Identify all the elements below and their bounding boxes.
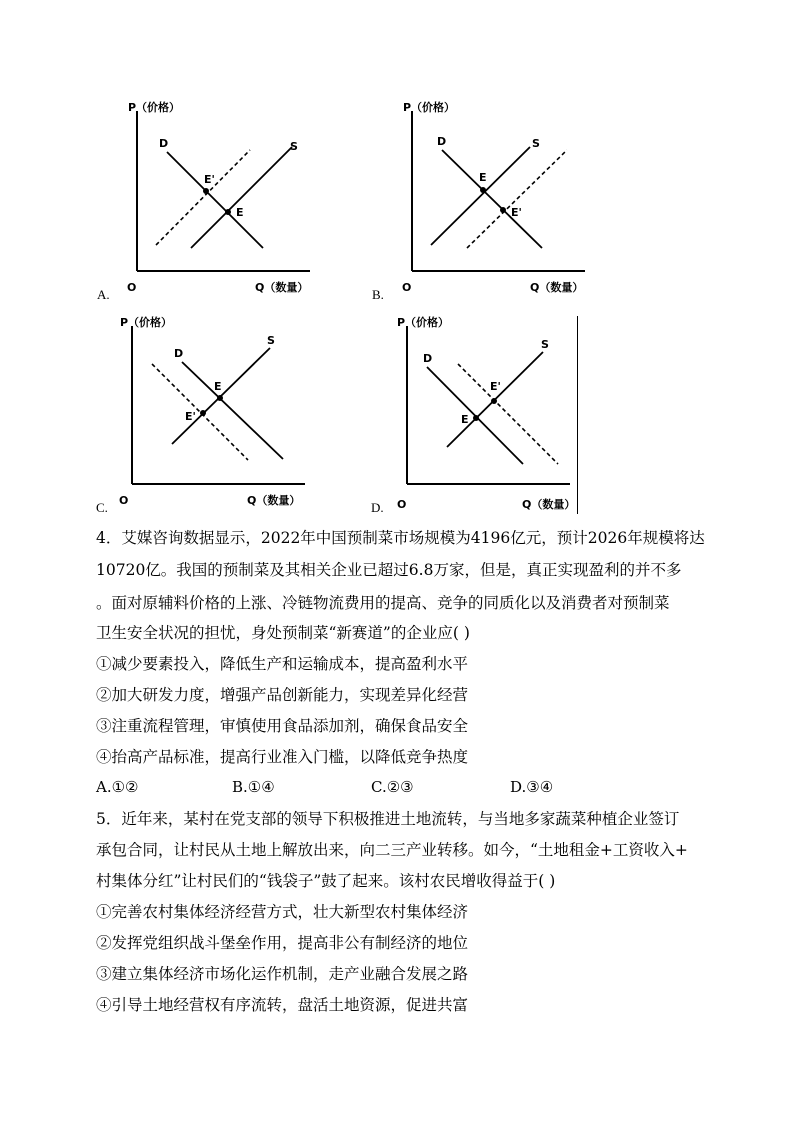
equilibrium-point [217, 395, 223, 401]
equilibrium-label: E [236, 206, 244, 219]
supply-label: S [290, 140, 298, 153]
supply-curve [431, 147, 530, 245]
equilibrium-point [473, 415, 479, 421]
quantity-axis-label: Q（数量） [247, 494, 301, 507]
q4-choice-b[interactable]: B.①④ [232, 778, 275, 796]
q5-statement-4: ④引导土地经营权有序流转，盘活土地资源，促进共富 [96, 996, 469, 1014]
q5-statement-2: ②发挥党组织战斗堡垒作用，提高非公有制经济的地位 [96, 934, 469, 952]
new-equilibrium-point [491, 398, 497, 404]
option-a-label: A. [97, 287, 110, 302]
new-equilibrium-point [200, 410, 206, 416]
equilibrium-point [480, 187, 486, 193]
graph-d [370, 312, 610, 517]
quantity-axis-label: Q（数量） [522, 498, 576, 511]
origin-label: O [397, 498, 407, 511]
origin-label: O [402, 281, 412, 294]
q4-stem-line-4: 卫生安全状况的担忧，身处预制菜“新赛道”的企业应( ) [96, 624, 470, 642]
new-equilibrium-point [203, 188, 209, 194]
equilibrium-label: E [479, 171, 487, 184]
shifted-supply-curve [156, 150, 250, 245]
price-axis-label: P（价格） [120, 316, 173, 329]
page-divider [577, 316, 578, 514]
origin-label: O [119, 494, 129, 507]
demand-curve [167, 152, 263, 248]
q4-choice-a[interactable]: A.①② [96, 778, 139, 796]
origin-label: O [127, 281, 137, 294]
q4-stem-line-2: 10720亿。我国的预制菜及其相关企业已超过6.8万家，但是，真正实现盈利的并不多 [96, 561, 682, 579]
equilibrium-label: E [214, 380, 222, 393]
price-axis-label: P（价格） [128, 101, 181, 114]
demand-label: D [159, 137, 169, 150]
q4-choice-c[interactable]: C.②③ [371, 778, 414, 796]
demand-label: D [174, 347, 184, 360]
q5-stem-line-1: 5．近年来，某村在党支部的领导下积极推进土地流转，与当地多家蔬菜种植企业签订 [96, 810, 680, 828]
graph-a [100, 95, 340, 300]
q4-statement-2: ②加大研发力度，增强产品创新能力，实现差异化经营 [96, 686, 469, 704]
q4-choice-d[interactable]: D.③④ [510, 778, 554, 796]
new-equilibrium-label: E' [511, 206, 522, 219]
shifted-supply-curve [467, 150, 567, 248]
demand-curve [442, 150, 542, 248]
equilibrium-point [225, 209, 231, 215]
graph-c [95, 312, 335, 517]
q4-stem-line-1: 4．艾媒咨询数据显示，2022年中国预制菜市场规模为4196亿元，预计2026年规模将达 [96, 529, 705, 547]
option-c-label: C. [96, 500, 108, 515]
q5-statement-1: ①完善农村集体经济经营方式，壮大新型农村集体经济 [96, 903, 469, 921]
q4-statement-3: ③注重流程管理，审慎使用食品添加剂，确保食品安全 [96, 717, 469, 735]
q4-statement-1: ①减少要素投入，降低生产和运输成本，提高盈利水平 [96, 655, 469, 673]
new-equilibrium-point [500, 207, 506, 213]
option-b-label: B. [372, 287, 384, 302]
demand-label: D [423, 352, 433, 365]
supply-label: S [541, 338, 549, 351]
q4-statement-4: ④抬高产品标准，提高行业准入门槛，以降低竞争热度 [96, 748, 469, 766]
q5-statement-3: ③建立集体经济市场化运作机制，走产业融合发展之路 [96, 965, 469, 983]
new-equilibrium-label: E' [204, 173, 215, 186]
quantity-axis-label: Q（数量） [255, 281, 309, 294]
price-axis-label: P（价格） [403, 101, 456, 114]
new-equilibrium-label: E' [185, 410, 196, 423]
q4-stem-line-3: 。面对原辅料价格的上涨、冷链物流费用的提高、竞争的同质化以及消费者对预制菜 [96, 594, 670, 612]
supply-label: S [267, 334, 275, 347]
new-equilibrium-label: E' [490, 380, 501, 393]
quantity-axis-label: Q（数量） [530, 281, 584, 294]
supply-label: S [532, 137, 540, 150]
supply-curve [191, 147, 292, 248]
option-d-label: D. [371, 500, 384, 515]
q5-stem-line-3: 村集体分红”让村民们的“钱袋子”鼓了起来。该村农民增收得益于( ) [96, 872, 556, 890]
graph-b [375, 95, 615, 300]
equilibrium-label: E [461, 413, 469, 426]
q5-stem-line-2: 承包合同，让村民从土地上解放出来，向二三产业转移。如今，“土地租金+工资收入+ [96, 841, 688, 859]
demand-label: D [437, 135, 447, 148]
price-axis-label: P（价格） [397, 316, 450, 329]
